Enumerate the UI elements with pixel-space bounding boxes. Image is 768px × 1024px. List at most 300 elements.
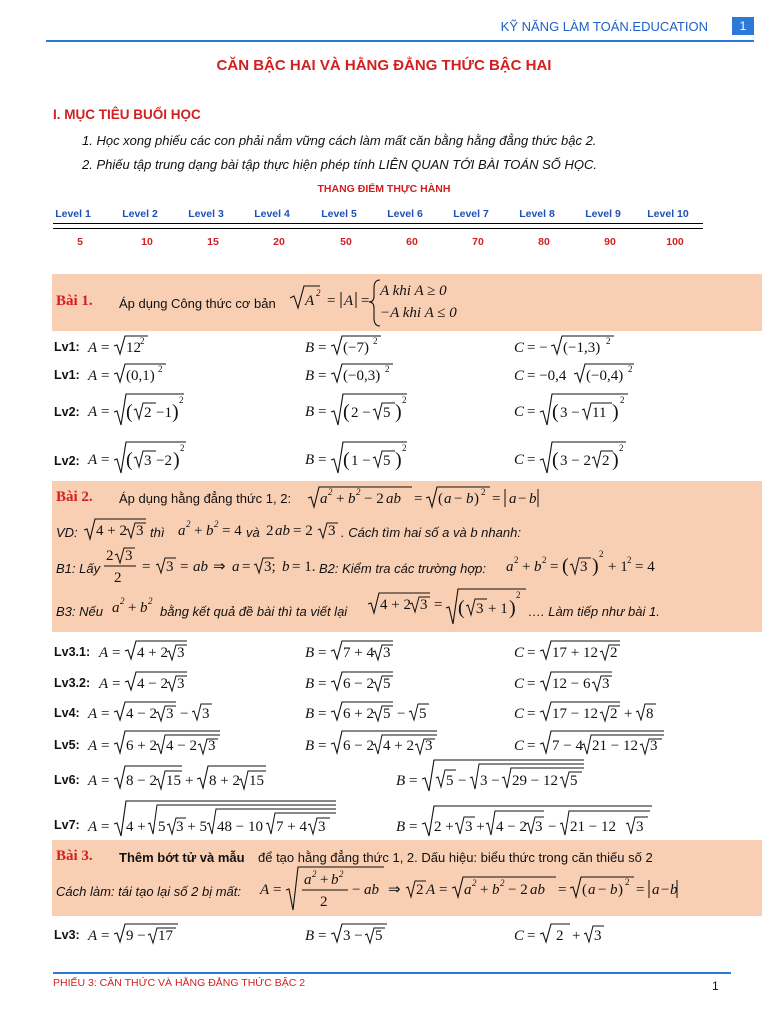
- svg-text:=: =: [492, 491, 501, 507]
- svg-text:5: 5: [570, 773, 578, 789]
- svg-text:2 +: 2 +: [434, 819, 454, 835]
- svg-text:3 + 5: 3 + 5: [176, 819, 207, 835]
- svg-text:2: 2: [628, 364, 633, 374]
- svg-text:5: 5: [375, 928, 383, 944]
- scale-rule: [53, 228, 703, 229]
- level-tag: Lv3:: [54, 928, 80, 942]
- svg-text:=: =: [101, 773, 110, 789]
- svg-text:2: 2: [620, 395, 625, 405]
- svg-text:3: 3: [166, 559, 174, 575]
- svg-text:ab: ab: [364, 882, 379, 898]
- svg-text:=: =: [527, 928, 536, 944]
- svg-text:3: 3: [602, 676, 610, 692]
- level-tag: Lv1:: [54, 368, 80, 382]
- problem-a: [86, 360, 186, 386]
- header-rule: [46, 40, 754, 42]
- svg-text:−: −: [458, 773, 467, 789]
- svg-text:=: =: [361, 293, 370, 309]
- level-tag: Lv3.1:: [54, 645, 91, 659]
- svg-text:=: =: [318, 738, 327, 754]
- step-2-formula: [504, 545, 664, 583]
- step-3-formula: [366, 586, 530, 628]
- svg-text:8: 8: [646, 706, 654, 722]
- svg-text:b: b: [206, 523, 214, 539]
- svg-text:5: 5: [383, 706, 391, 722]
- svg-text:A: A: [99, 645, 109, 661]
- svg-text:2: 2: [266, 523, 274, 539]
- svg-text:5: 5: [383, 676, 391, 692]
- svg-text:17 + 12: 17 + 12: [552, 645, 598, 661]
- svg-text:7 − 4: 7 − 4: [552, 738, 583, 754]
- svg-text:5: 5: [158, 819, 166, 835]
- svg-text:B: B: [305, 676, 315, 692]
- example-label: VD:: [56, 525, 78, 540]
- svg-text:= −0,4: = −0,4: [527, 368, 567, 384]
- svg-text:A: A: [344, 293, 354, 309]
- svg-text:2: 2: [148, 596, 153, 606]
- svg-text:A: A: [88, 928, 98, 944]
- svg-text:3: 3: [318, 819, 326, 835]
- svg-text:B: B: [305, 738, 315, 754]
- level-label: Level 10: [647, 208, 689, 220]
- svg-text:=: =: [558, 882, 567, 898]
- level-label: Level 9: [585, 208, 621, 220]
- svg-text:A: A: [99, 676, 109, 692]
- svg-text:= 1.: = 1.: [292, 559, 316, 575]
- svg-text:): ): [395, 449, 402, 471]
- svg-text:2: 2: [556, 928, 564, 944]
- svg-text:+: +: [128, 600, 137, 616]
- svg-text:−: −: [180, 706, 189, 722]
- svg-text:=: =: [112, 645, 121, 661]
- svg-text:C: C: [514, 738, 525, 754]
- exercise-3-label: Bài 3.: [56, 848, 93, 864]
- svg-text:+: +: [194, 523, 203, 539]
- svg-text:2: 2: [144, 405, 152, 421]
- svg-text:=: =: [273, 882, 282, 898]
- svg-text:(−7): (−7): [343, 340, 369, 356]
- svg-text:=: =: [101, 340, 110, 356]
- example-hint: . Cách tìm hai số a và b nhanh:: [341, 525, 521, 540]
- svg-text:+ 1: + 1: [608, 559, 628, 575]
- svg-text:C: C: [514, 706, 525, 722]
- svg-text:=: =: [550, 559, 559, 575]
- svg-text:): ): [618, 882, 623, 898]
- scale-rule: [53, 223, 703, 224]
- step-1-label: B1: Lấy: [56, 561, 101, 576]
- svg-text:b: b: [282, 559, 290, 575]
- svg-text:2: 2: [328, 487, 333, 497]
- svg-text:a: a: [464, 882, 472, 898]
- svg-text:): ): [612, 401, 619, 423]
- level-label: Level 5: [321, 208, 357, 220]
- svg-text:=: =: [318, 340, 327, 356]
- svg-text:−1: −1: [156, 405, 172, 421]
- exercise-3-text: để tạo hằng đẳng thức 1, 2. Dấu hiệu: biểu thức trong căn thiếu số 2: [258, 850, 653, 865]
- level-tag: Lv7:: [54, 818, 80, 832]
- svg-text:21 − 12: 21 − 12: [592, 738, 638, 754]
- svg-text:3: 3: [425, 738, 433, 754]
- svg-text:): ): [172, 401, 179, 423]
- level-tag: Lv3.2:: [54, 676, 91, 690]
- svg-text:A: A: [88, 706, 98, 722]
- level-label: Level 2: [122, 208, 158, 220]
- svg-text:3: 3: [420, 597, 428, 613]
- svg-text:a: a: [320, 491, 328, 507]
- svg-text:2: 2: [619, 443, 624, 453]
- svg-text:b: b: [610, 882, 618, 898]
- svg-text:2: 2: [339, 869, 344, 879]
- svg-text:4 − 2: 4 − 2: [496, 819, 527, 835]
- svg-text:3: 3: [636, 819, 644, 835]
- svg-text:=: =: [439, 882, 448, 898]
- level-label: Level 6: [387, 208, 423, 220]
- problem-a: [97, 637, 207, 665]
- svg-text:a: a: [506, 559, 514, 575]
- svg-text:=: =: [101, 819, 110, 835]
- points-value: 15: [207, 236, 219, 248]
- svg-text:17 − 12: 17 − 12: [552, 706, 598, 722]
- svg-text:2: 2: [158, 364, 163, 374]
- level-tag: Lv6:: [54, 773, 80, 787]
- step-3-label: B3: Nếu: [56, 604, 103, 619]
- footer-page-number: 1: [712, 979, 719, 993]
- page-number-badge: 1: [732, 17, 754, 35]
- problem-c: [512, 438, 632, 478]
- problem-c: [512, 728, 672, 758]
- svg-text:): ): [474, 491, 479, 507]
- svg-text:(: (: [552, 449, 559, 471]
- svg-text:b: b: [492, 882, 500, 898]
- svg-text:3 −: 3 −: [480, 773, 500, 789]
- level-label: Level 3: [188, 208, 224, 220]
- svg-text:8 − 2: 8 − 2: [126, 773, 157, 789]
- svg-text:3: 3: [177, 676, 185, 692]
- formula-identity: [306, 482, 546, 510]
- svg-text:b: b: [140, 600, 148, 616]
- svg-text:ab: ab: [386, 491, 401, 507]
- problem-c: [512, 360, 642, 386]
- svg-text:b: b: [534, 559, 542, 575]
- svg-text:+: +: [480, 882, 489, 898]
- level-tag: Lv2:: [54, 454, 80, 468]
- svg-text:3: 3: [208, 738, 216, 754]
- svg-text:a: a: [588, 882, 596, 898]
- svg-text:3: 3: [580, 559, 588, 575]
- problem-a: [86, 438, 196, 478]
- svg-text:=: =: [101, 738, 110, 754]
- svg-text:=: =: [409, 773, 418, 789]
- svg-text:A khi A ≥ 0: A khi A ≥ 0: [380, 283, 447, 299]
- svg-text:B: B: [305, 404, 315, 420]
- svg-text:=: =: [327, 293, 336, 309]
- problem-b: [303, 438, 413, 478]
- svg-text:a: a: [112, 600, 120, 616]
- svg-text:3: 3: [177, 645, 185, 661]
- step-3-tail: …. Làm tiếp như bài 1.: [528, 604, 660, 619]
- level-label: Level 4: [254, 208, 290, 220]
- level-label: Level 7: [453, 208, 489, 220]
- svg-text:= 4: = 4: [635, 559, 655, 575]
- svg-text:b: b: [348, 491, 356, 507]
- svg-text:=: =: [636, 882, 645, 898]
- svg-text:−: −: [661, 882, 670, 898]
- svg-text:3 −: 3 −: [343, 928, 363, 944]
- section-heading: I. MỤC TIÊU BUỔI HỌC: [53, 107, 201, 122]
- svg-text:3 +: 3 +: [465, 819, 485, 835]
- svg-text:=: =: [409, 819, 418, 835]
- svg-text:b: b: [331, 872, 339, 888]
- svg-text:(: (: [343, 401, 350, 423]
- svg-text:=: =: [434, 597, 443, 613]
- svg-text:48 − 10: 48 − 10: [217, 819, 263, 835]
- svg-text:= 2: = 2: [293, 523, 313, 539]
- svg-text:=: =: [318, 928, 327, 944]
- svg-text:29 − 12: 29 − 12: [512, 773, 558, 789]
- svg-text:A: A: [88, 738, 98, 754]
- problem-b: [303, 332, 403, 358]
- svg-text:7 + 4: 7 + 4: [343, 645, 374, 661]
- svg-text:4 + 2: 4 + 2: [383, 738, 414, 754]
- svg-text:2: 2: [610, 645, 618, 661]
- svg-text:b: b: [529, 491, 537, 507]
- step-2-label: B2: Kiểm tra các trường hợp:: [319, 561, 487, 576]
- svg-text:): ): [173, 449, 180, 471]
- problem-b: [303, 390, 413, 430]
- svg-text:15: 15: [166, 773, 181, 789]
- svg-text:12: 12: [126, 340, 141, 356]
- svg-text:+: +: [185, 773, 194, 789]
- svg-text:2: 2: [514, 555, 519, 565]
- svg-text:=: =: [527, 706, 536, 722]
- svg-text:(: (: [582, 882, 587, 898]
- svg-text:6 − 2: 6 − 2: [343, 676, 374, 692]
- svg-text:− 2: − 2: [364, 491, 384, 507]
- svg-text:B: B: [305, 452, 315, 468]
- svg-text:+: +: [572, 928, 581, 944]
- svg-text:2: 2: [120, 596, 125, 606]
- svg-text:B: B: [305, 645, 315, 661]
- svg-text:+: +: [624, 706, 633, 722]
- exercise-3-formula: [258, 864, 678, 914]
- svg-text:⇒: ⇒: [388, 882, 401, 898]
- svg-text:a: a: [304, 872, 312, 888]
- svg-text:C: C: [514, 340, 525, 356]
- svg-text:=: =: [527, 738, 536, 754]
- svg-text:4 + 2: 4 + 2: [380, 597, 411, 613]
- svg-text:2: 2: [627, 555, 632, 565]
- points-value: 90: [604, 236, 616, 248]
- svg-text:+: +: [336, 491, 345, 507]
- exercise-2-label: Bài 2.: [56, 489, 93, 505]
- problem-b: [303, 728, 443, 758]
- svg-text:−: −: [548, 819, 557, 835]
- svg-text:3: 3: [144, 453, 152, 469]
- svg-text:3: 3: [535, 819, 543, 835]
- svg-text:3: 3: [383, 645, 391, 661]
- svg-text:2: 2: [316, 288, 321, 298]
- svg-text:2: 2: [602, 453, 610, 469]
- problem-a: [86, 920, 196, 948]
- svg-text:=: =: [414, 491, 423, 507]
- svg-text:−: −: [397, 706, 406, 722]
- svg-text:b: b: [670, 882, 678, 898]
- svg-text:(−1,3): (−1,3): [563, 340, 601, 356]
- svg-text:2: 2: [356, 487, 361, 497]
- step-3-text: bằng kết quả đề bài thì ta viết lại: [160, 604, 348, 619]
- svg-text:A: A: [426, 882, 436, 898]
- svg-text:C: C: [514, 368, 525, 384]
- exercise-1-text: Áp dụng Công thức cơ bản: [119, 296, 276, 311]
- svg-text:2: 2: [542, 555, 547, 565]
- svg-text:2: 2: [179, 395, 184, 405]
- example-sum-squares: [176, 514, 256, 542]
- svg-text:=: =: [318, 645, 327, 661]
- svg-text:A: A: [88, 340, 98, 356]
- svg-text:=: =: [142, 559, 151, 575]
- points-value: 100: [666, 236, 684, 248]
- problem-c: [512, 637, 632, 665]
- points-value: 20: [273, 236, 285, 248]
- problem-b: [394, 803, 664, 839]
- svg-text:21 − 12: 21 − 12: [570, 819, 616, 835]
- svg-text:4 − 2: 4 − 2: [166, 738, 197, 754]
- svg-text:A: A: [88, 368, 98, 384]
- svg-text:C: C: [514, 676, 525, 692]
- exercise-3-text-bold: Thêm bớt tử và mẫu: [119, 850, 245, 865]
- svg-text:1 −: 1 −: [351, 453, 371, 469]
- problem-c: [512, 920, 612, 948]
- svg-text:(: (: [552, 401, 559, 423]
- problem-b: [303, 637, 413, 665]
- svg-text:=: =: [527, 676, 536, 692]
- svg-text:=: =: [318, 452, 327, 468]
- svg-text:A: A: [88, 404, 98, 420]
- svg-text:12 − 6: 12 − 6: [552, 676, 591, 692]
- svg-text:a: a: [509, 491, 517, 507]
- svg-text:2: 2: [373, 336, 378, 346]
- svg-text:A: A: [88, 452, 98, 468]
- scale-title: THANG ĐIỂM THỰC HÀNH: [317, 183, 451, 195]
- example-product: [264, 514, 344, 542]
- svg-text:2: 2: [416, 882, 424, 898]
- svg-text:a: a: [652, 882, 660, 898]
- points-value: 80: [538, 236, 550, 248]
- svg-text:2: 2: [180, 443, 185, 453]
- svg-text:2: 2: [481, 487, 486, 497]
- svg-text:2: 2: [402, 395, 407, 405]
- svg-text:3: 3: [202, 706, 210, 722]
- svg-text:4 + 2: 4 + 2: [96, 523, 127, 539]
- svg-text:a: a: [444, 491, 452, 507]
- svg-text:−2: −2: [156, 453, 172, 469]
- svg-text:4 − 2: 4 − 2: [126, 706, 157, 722]
- svg-text:15: 15: [249, 773, 264, 789]
- exercise-2-text: Áp dụng hằng đẳng thức 1, 2:: [119, 491, 292, 506]
- problem-a: [86, 698, 226, 726]
- svg-text:(: (: [438, 491, 443, 507]
- svg-text:(: (: [126, 401, 133, 423]
- svg-text:4 + 2: 4 + 2: [137, 645, 168, 661]
- svg-text:+: +: [522, 559, 531, 575]
- points-value: 10: [141, 236, 153, 248]
- svg-text:7 + 4: 7 + 4: [276, 819, 307, 835]
- svg-text:2: 2: [114, 570, 122, 585]
- svg-text:C: C: [514, 928, 525, 944]
- problem-a: [86, 763, 276, 793]
- svg-text:3;: 3;: [264, 559, 276, 575]
- svg-text:2: 2: [610, 706, 618, 722]
- svg-text:2: 2: [472, 878, 477, 888]
- problem-a: [86, 728, 226, 758]
- svg-text:): ): [509, 597, 516, 619]
- svg-text:(: (: [126, 449, 133, 471]
- svg-text:3: 3: [328, 523, 336, 539]
- problem-b: [394, 758, 594, 794]
- svg-text:3: 3: [650, 738, 658, 754]
- svg-text:2: 2: [140, 336, 145, 346]
- svg-text:8 + 2: 8 + 2: [209, 773, 240, 789]
- svg-text:=: =: [527, 645, 536, 661]
- exercise-3-howto: Cách làm: tái tạo lại số 2 bị mất:: [56, 884, 241, 899]
- svg-text:5: 5: [446, 773, 454, 789]
- level-tag: Lv4:: [54, 706, 80, 720]
- svg-text:= 4: = 4: [222, 523, 242, 539]
- formula-abs-value: [288, 274, 488, 330]
- svg-text:3: 3: [125, 548, 133, 564]
- svg-text:(: (: [343, 449, 350, 471]
- svg-text:3: 3: [594, 928, 602, 944]
- svg-text:B: B: [396, 819, 406, 835]
- svg-text:2: 2: [385, 364, 390, 374]
- step-3-sum-squares: [110, 592, 160, 620]
- svg-text:(: (: [458, 597, 465, 619]
- svg-text:−: −: [598, 882, 607, 898]
- svg-text:a: a: [178, 523, 186, 539]
- svg-text:=: =: [527, 404, 536, 420]
- svg-text:−A khi A ≤ 0: −A khi A ≤ 0: [380, 305, 457, 321]
- svg-text:17: 17: [158, 928, 173, 944]
- level-label: Level 8: [519, 208, 555, 220]
- svg-text:9 −: 9 −: [126, 928, 146, 944]
- svg-text:=: =: [318, 368, 327, 384]
- svg-text:ab: ab: [275, 523, 290, 539]
- svg-text:2: 2: [186, 519, 191, 529]
- exercise-1-label: Bài 1.: [56, 293, 93, 309]
- points-value: 70: [472, 236, 484, 248]
- level-tag: Lv5:: [54, 738, 80, 752]
- points-value: 50: [340, 236, 352, 248]
- svg-text:3: 3: [476, 601, 484, 617]
- footer-title: PHIẾU 3: CĂN THỨC VÀ HẰNG ĐẲNG THỨC BẬC 2: [53, 977, 306, 989]
- svg-text:=: =: [180, 559, 189, 575]
- svg-text:5: 5: [419, 706, 427, 722]
- svg-text:2: 2: [214, 519, 219, 529]
- footer-rule: [53, 972, 731, 974]
- problem-b: [303, 920, 403, 948]
- svg-text:− 2: − 2: [508, 882, 528, 898]
- step-1-formula: [100, 543, 320, 585]
- svg-text:C: C: [514, 452, 525, 468]
- svg-text:ab: ab: [193, 559, 208, 575]
- svg-text:): ): [395, 401, 402, 423]
- svg-text:B: B: [305, 706, 315, 722]
- svg-text:⇒: ⇒: [213, 559, 226, 575]
- svg-text:=: =: [318, 404, 327, 420]
- example-and: và: [246, 525, 260, 540]
- svg-text:2 −: 2 −: [351, 405, 371, 421]
- svg-text:a: a: [232, 559, 240, 575]
